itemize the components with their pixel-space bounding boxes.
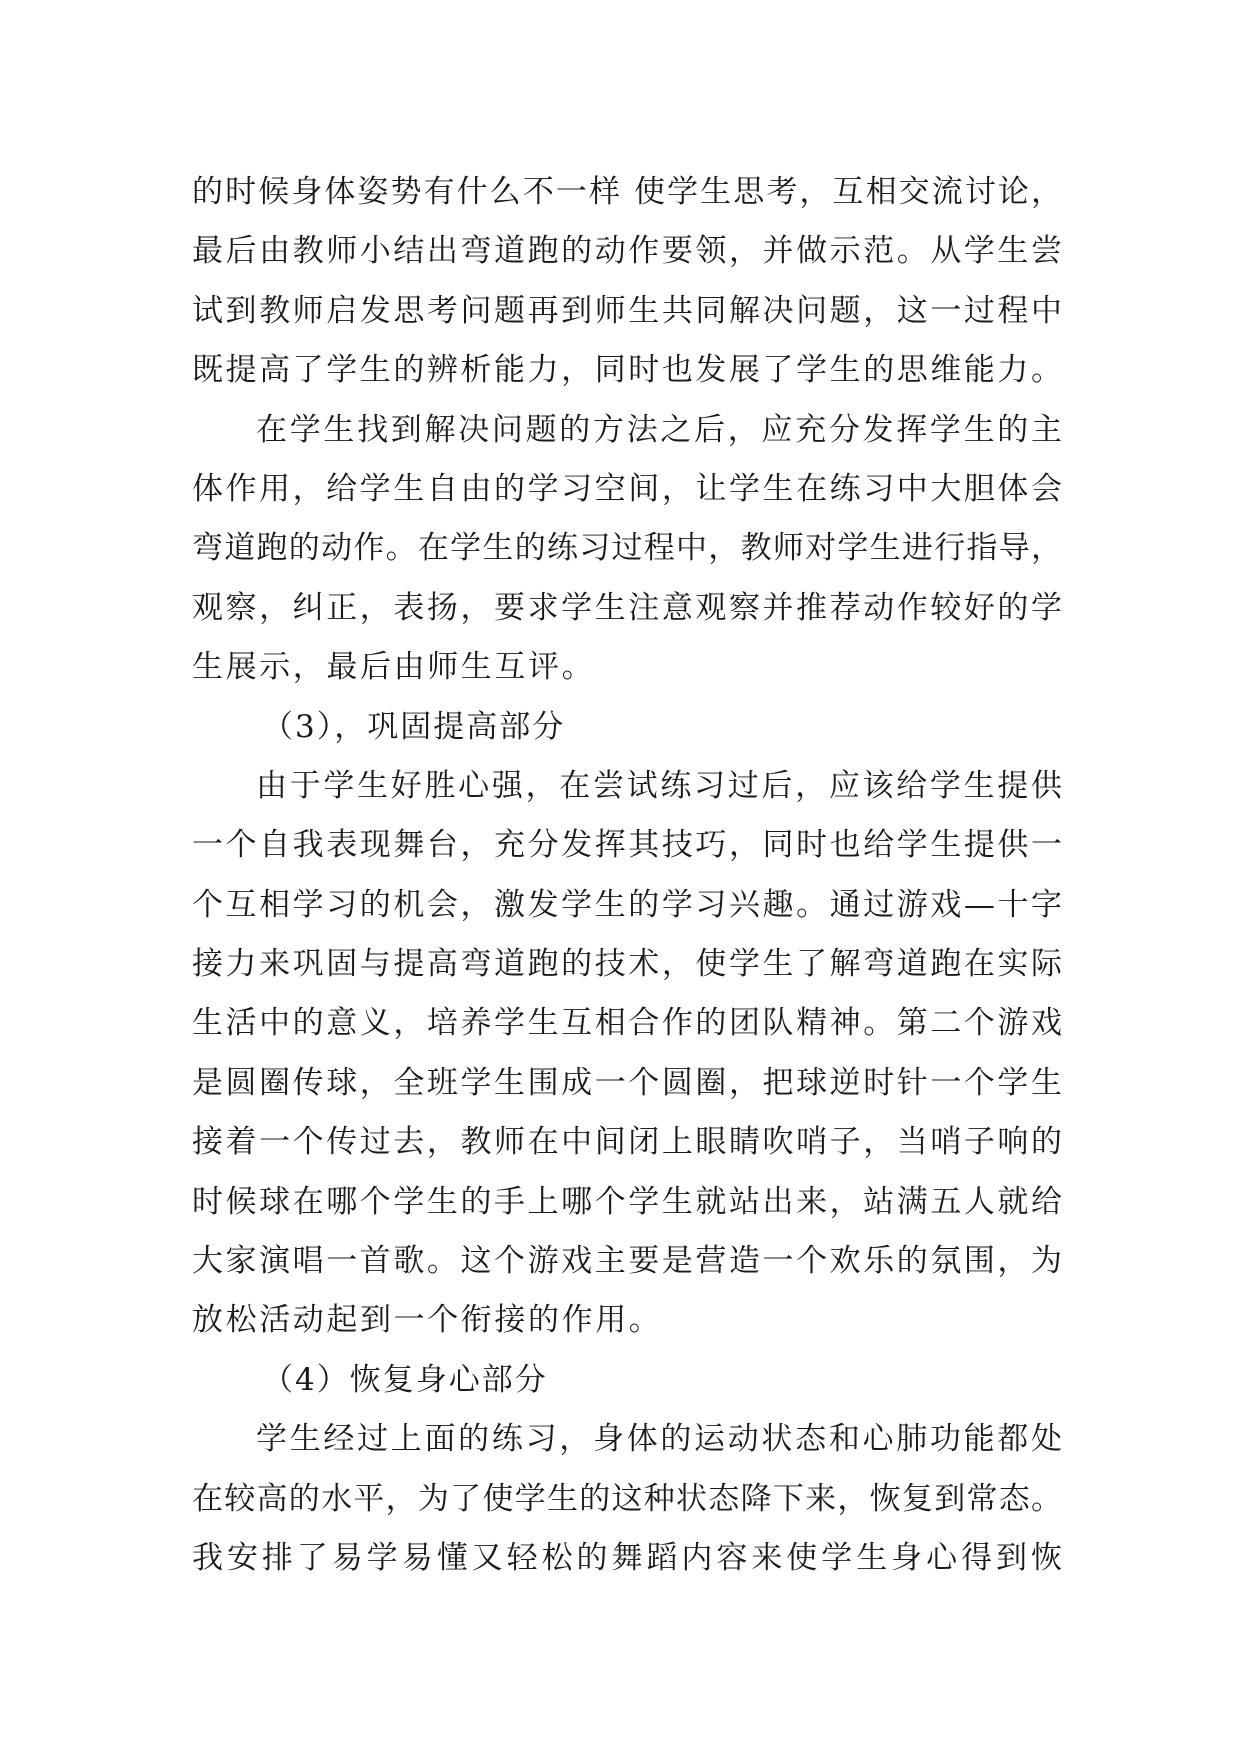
text-line: 个互相学习的机会，激发学生的学习兴趣。通过游戏—十字 [192, 886, 1062, 923]
text-line: 最后由教师小结出弯道跑的动作要领，并做示范。从学生尝 [192, 233, 1062, 270]
text-line: 弯道跑的动作。在学生的练习过程中，教师对学生进行指导， [192, 530, 1062, 567]
paragraph-first-line: 学生经过上面的练习，身体的运动状态和心肺功能都处 [256, 1421, 1062, 1458]
text-line: 的时候身体姿势有什么不一样 使学生思考，互相交流讨论， [192, 174, 1062, 210]
text-line: 观察，纠正，表扬，要求学生注意观察并推荐动作较好的学 [192, 589, 1062, 626]
paragraph-last-line: 放松活动起到一个衔接的作用。 [192, 1302, 663, 1339]
text-line: 试到教师启发思考问题再到师生共同解决问题，这一过程中 [192, 292, 1062, 329]
text-line: 是圆圈传球，全班学生围成一个圆圈，把球逆时针一个学生 [192, 1064, 1062, 1101]
section-heading-3: （3），巩固提高部分 [262, 708, 566, 745]
text-line: 我安排了易学易懂又轻松的舞蹈内容来使学生身心得到恢 [192, 1539, 1062, 1576]
text-line: 大家演唱一首歌。这个游戏主要是营造一个欢乐的氛围，为 [192, 1243, 1062, 1280]
text-line: 生活中的意义，培养学生互相合作的团队精神。第二个游戏 [192, 1005, 1062, 1042]
text-line: 接力来巩固与提高弯道跑的技术，使学生了解弯道跑在实际 [192, 946, 1062, 983]
text-line: 时候球在哪个学生的手上哪个学生就站出来，站满五人就给 [192, 1183, 1062, 1220]
text-line: 既提高了学生的辨析能力，同时也发展了学生的思维能力。 [192, 352, 1062, 389]
text-line: 一个自我表现舞台，充分发挥其技巧，同时也给学生提供一 [192, 827, 1062, 864]
text-line: 接着一个传过去，教师在中间闭上眼睛吹哨子，当哨子响的 [192, 1124, 1062, 1161]
text-line: 体作用，给学生自由的学习空间，让学生在练习中大胆体会 [192, 470, 1062, 507]
paragraph-first-line: 由于学生好胜心强，在尝试练习过后，应该给学生提供 [256, 767, 1062, 804]
paragraph-first-line: 在学生找到解决问题的方法之后，应充分发挥学生的主 [256, 411, 1062, 448]
body-text [192, 163, 1062, 1588]
section-heading-4: （4）恢复身心部分 [262, 1361, 548, 1398]
text-line: 在较高的水平，为了使学生的这种状态降下来，恢复到常态。 [192, 1480, 1062, 1517]
paragraph-last-line: 生展示，最后由师生互评。 [192, 649, 596, 686]
